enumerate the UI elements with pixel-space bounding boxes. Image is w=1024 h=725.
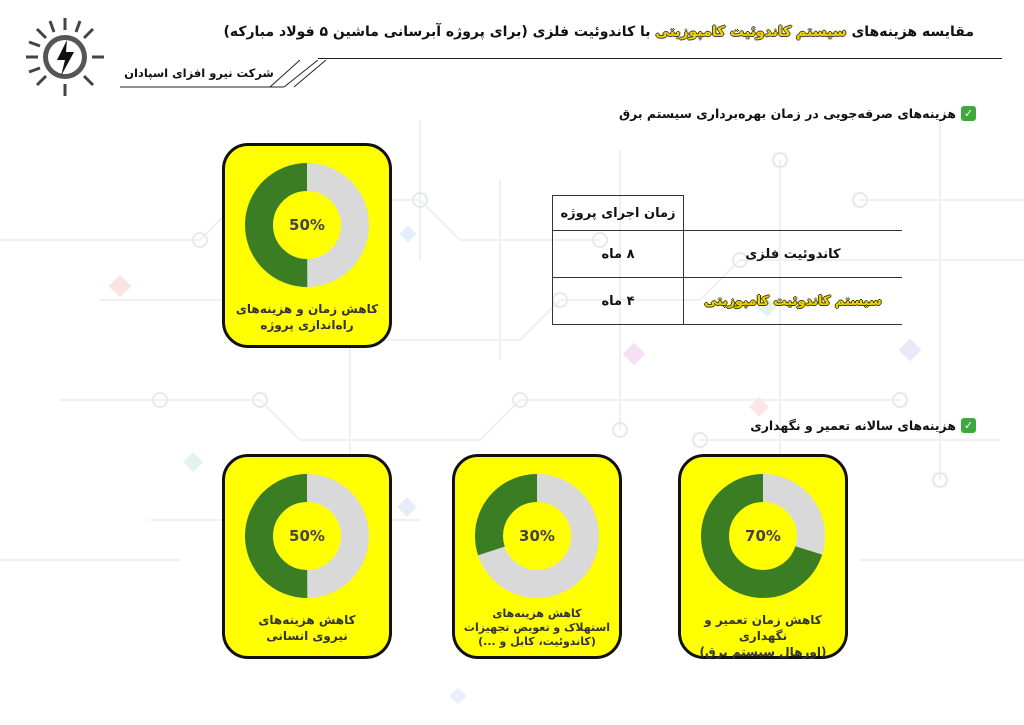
section1-title [619,106,976,121]
card-label [231,301,383,333]
card-maintenance [678,454,848,659]
card-label-line3: (کاندوئیت، کابل و ...) [478,635,596,648]
percent-label: 50% [289,527,325,545]
company-logo [22,14,108,100]
section2-title [750,418,976,433]
title-part2: با کاندوئیت فلزی (برای پروژه آبرسانی ماشین ۵ فولاد مبارکه) [223,24,651,40]
card-label-line2: نیروی انسانی [266,629,348,643]
card-label [687,612,839,660]
card-label-line2: (اورهال سیستم برق) [699,645,827,659]
check-mark-icon: ✓ [961,418,976,433]
card-project-setup [222,143,392,348]
check-mark-icon: ✓ [961,106,976,121]
percent-label: 50% [289,216,325,234]
company-name: شرکت نیرو افزای اسپادان [124,66,274,80]
card-labor [222,454,392,659]
table-corner [684,196,903,231]
percent-label: 70% [745,527,781,545]
row-value: ۸ ماه [553,231,684,278]
table-row [553,278,903,325]
card-label-line2: استهلاک و تعویض تجهیزات [463,621,611,634]
table-header: زمان اجرای پروژه [553,196,684,231]
section2-title-text: هزینه‌های سالانه تعمیر و نگهداری [750,418,956,433]
card-label-line1: کاهش زمان و هزینه‌های [235,302,379,316]
row-name: کاندوئیت فلزی [684,231,903,278]
card-label-line1: کاهش هزینه‌های [492,607,582,620]
title-highlight: سیستم کاندوئیت کامپوزیتی [655,24,847,40]
page-title [223,24,974,40]
header-divider [318,58,1002,59]
comparison-table [552,195,902,325]
row-value: ۴ ماه [553,278,684,325]
row-name-highlight [684,278,903,325]
card-label-line1: کاهش زمان تعمیر و نگهداری [704,613,822,643]
section1-title-text: هزینه‌های صرفه‌جویی در زمان بهره‌برداری سیستم برق [618,106,956,121]
row-name-text: سیستم کاندوئیت کامپوزیتی [704,293,882,309]
table-row [553,231,903,278]
card-label [461,607,613,649]
card-depreciation [452,454,622,659]
title-part1: مقایسه هزینه‌های [851,24,974,40]
card-label-line1: کاهش هزینه‌های [258,613,356,627]
percent-label: 30% [519,527,555,545]
table-header-row [553,196,903,231]
card-label-line2: راه‌اندازی پروژه [260,318,354,332]
card-label [231,612,383,644]
